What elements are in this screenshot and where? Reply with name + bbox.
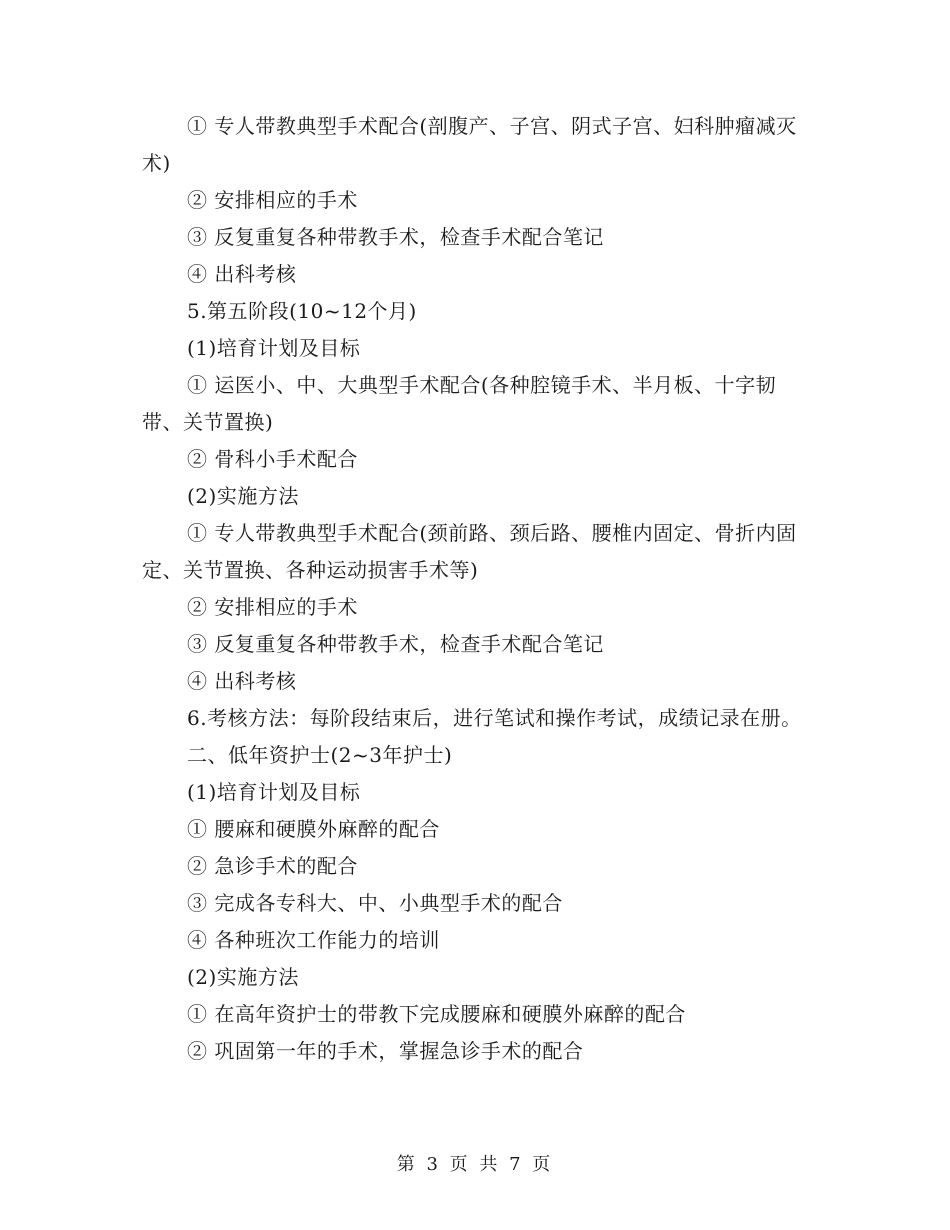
paragraph: ② 骨科小手术配合 (187, 447, 358, 471)
paragraph: ④ 出科考核 (187, 262, 297, 286)
paragraph: ① 在高年资护士的带教下完成腰麻和硬膜外麻醉的配合 (187, 1002, 686, 1026)
section-heading: 二、低年资护士(2~3年护士) (187, 743, 453, 767)
paragraph: ④ 各种班次工作能力的培训 (187, 928, 440, 952)
paragraph: ② 巩固第一年的手术，掌握急诊手术的配合 (187, 1039, 584, 1063)
section-heading: 6.考核方法：每阶段结束后，进行笔试和操作考试，成绩记录在册。 (187, 706, 802, 730)
paragraph: ② 安排相应的手术 (187, 595, 358, 619)
paragraph: ① 腰麻和硬膜外麻醉的配合 (187, 817, 440, 841)
paragraph: ① 专人带教典型手术配合(颈前路、颈后路、腰椎内固定、骨折内固定、关节置换、各种运动损害手术等) (142, 521, 797, 582)
paragraph: ③ 反复重复各种带教手术，检查手术配合笔记 (187, 632, 604, 656)
page-number-footer: 第 3 页 共 7 页 (396, 1154, 554, 1175)
paragraph: ① 专人带教典型手术配合(剖腹产、子宫、阴式子宫、妇科肿瘤减灭术) (142, 114, 797, 175)
section-heading: 5.第五阶段(10~12个月) (187, 299, 417, 323)
subsection-heading: (2)实施方法 (187, 484, 299, 508)
subsection-heading: (1)培育计划及目标 (187, 336, 361, 360)
paragraph: ① 运医小、中、大典型手术配合(各种腔镜手术、半月板、十字韧带、关节置换) (142, 373, 777, 434)
document-body (142, 108, 802, 1070)
subsection-heading: (1)培育计划及目标 (187, 780, 361, 804)
subsection-heading: (2)实施方法 (187, 965, 299, 989)
paragraph: ③ 完成各专科大、中、小典型手术的配合 (187, 891, 563, 915)
paragraph: ② 急诊手术的配合 (187, 854, 358, 878)
paragraph: ③ 反复重复各种带教手术，检查手术配合笔记 (187, 225, 604, 249)
paragraph: ② 安排相应的手术 (187, 188, 358, 212)
paragraph: ④ 出科考核 (187, 669, 297, 693)
